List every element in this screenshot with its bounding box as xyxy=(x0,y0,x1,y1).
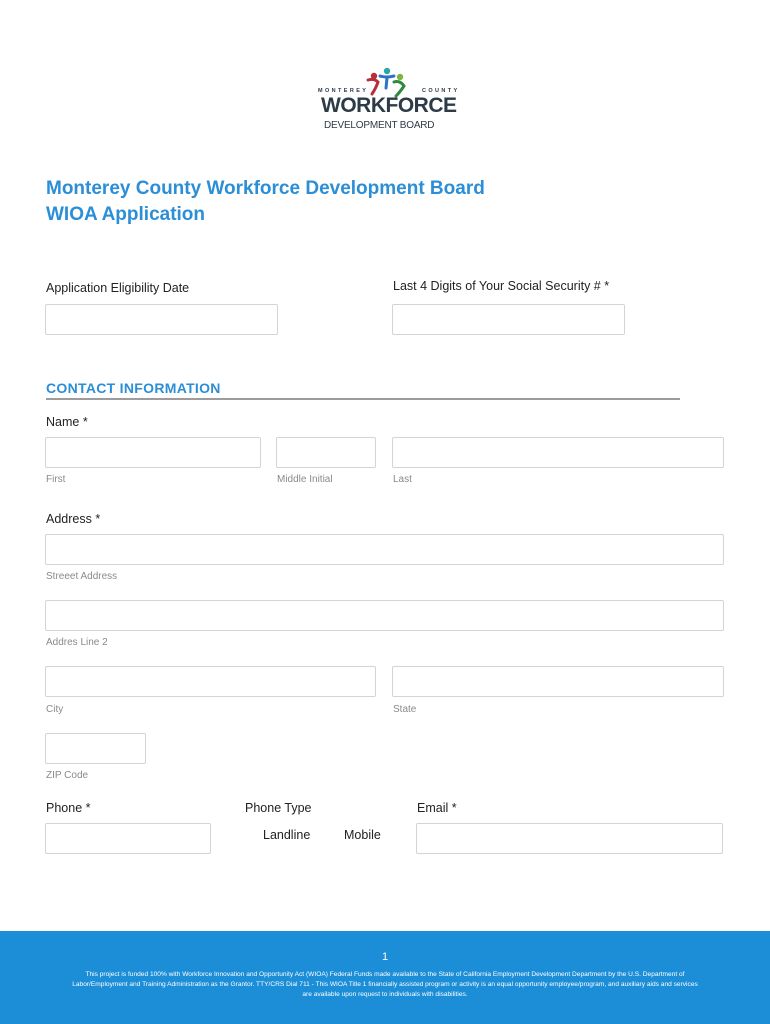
email-input[interactable] xyxy=(416,823,723,854)
phone-type-label: Phone Type xyxy=(245,801,312,815)
zip-code-sublabel: ZIP Code xyxy=(46,770,89,781)
state-sublabel: State xyxy=(393,704,417,715)
name-label: Name * xyxy=(46,415,88,429)
street-address-sublabel: Streeet Address xyxy=(46,571,118,582)
page-title-line2: WIOA Application xyxy=(46,204,206,225)
phone-input[interactable] xyxy=(45,823,211,854)
first-name-input[interactable] xyxy=(45,437,261,468)
city-sublabel: City xyxy=(46,704,64,715)
funding-disclaimer: This project is funded 100% with Workforce Innovation and Opportunity Act (WIOA) Federal Funds made available to the State of California Employment Development Department by the U.S. Department of Labor/Employment and Training Administration as the Grantor. TTY/CRS Dial 711 - This WIOA Title 1 financially assisted program or activity is an equal opportunity employee/program, and auxiliary aids and services are available upon request to individuals with disabilities. xyxy=(72,971,698,999)
page-number: 1 xyxy=(381,951,389,963)
page-title-line1: Monterey County Workforce Development Board xyxy=(46,178,485,199)
middle-initial-input[interactable] xyxy=(276,437,376,468)
section-divider xyxy=(46,398,680,400)
address-label: Address * xyxy=(46,512,101,526)
wdb-logo xyxy=(318,66,460,136)
email-label: Email * xyxy=(417,801,457,815)
zip-code-input[interactable] xyxy=(45,733,146,764)
phone-type-landline-option[interactable]: Landline xyxy=(263,828,311,842)
first-name-sublabel: First xyxy=(46,474,66,485)
city-input[interactable] xyxy=(45,666,376,697)
address-line2-input[interactable] xyxy=(45,600,724,631)
logo-county-text: COUNTY xyxy=(422,88,460,94)
ssn-input[interactable] xyxy=(392,304,625,335)
logo-board-text: DEVELOPMENT BOARD xyxy=(324,120,435,131)
ssn-label: Last 4 Digits of Your Social Security # * xyxy=(393,279,610,293)
logo-workforce-text: WORKFORCE xyxy=(321,94,457,117)
last-name-sublabel: Last xyxy=(393,474,412,485)
street-address-input[interactable] xyxy=(45,534,724,565)
middle-initial-sublabel: Middle Initial xyxy=(277,474,333,485)
eligibility-date-input[interactable] xyxy=(45,304,278,335)
page-title xyxy=(46,176,485,228)
state-input[interactable] xyxy=(392,666,724,697)
phone-type-mobile-option[interactable]: Mobile xyxy=(344,828,381,842)
section-title-contact: CONTACT INFORMATION xyxy=(46,380,221,396)
phone-label: Phone * xyxy=(46,801,91,815)
logo-monterey-text: MONTEREY xyxy=(318,88,369,94)
eligibility-date-label: Application Eligibility Date xyxy=(46,281,190,295)
last-name-input[interactable] xyxy=(392,437,724,468)
address-line2-sublabel: Addres Line 2 xyxy=(46,637,108,648)
